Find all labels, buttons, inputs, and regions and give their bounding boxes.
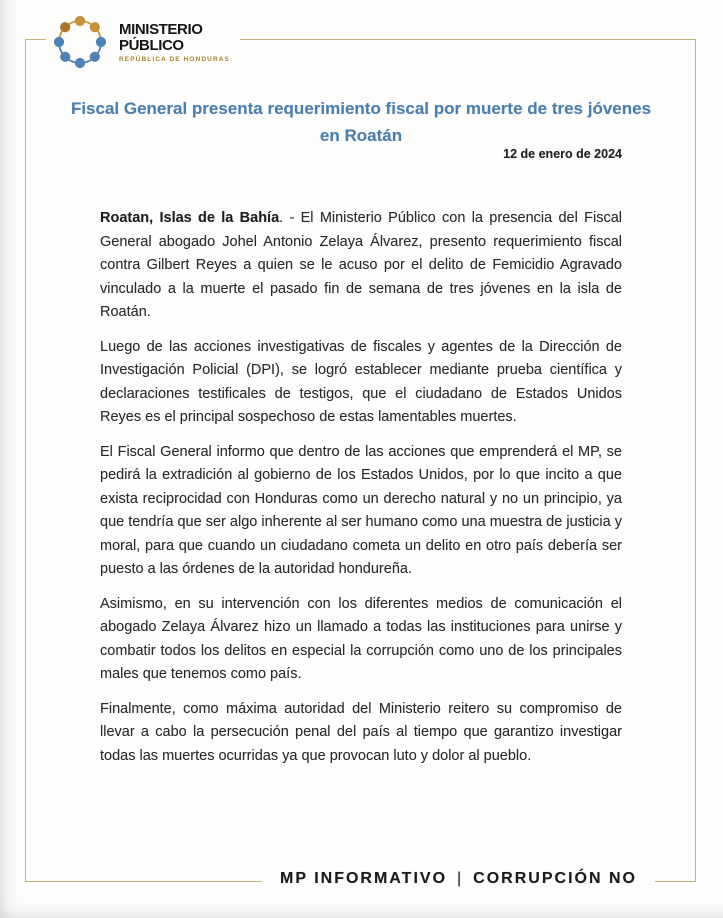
logo-wordmark — [119, 22, 230, 63]
paragraph-text: Finalmente, como máxima autoridad del Ministerio reitero su compromiso de llevar a cabo la persecución penal del país al tiempo que garantizo investigar todas las muertes ocurridas ya que provocan luto y dolor al pueblo. — [100, 700, 622, 764]
body-paragraph — [100, 593, 622, 687]
footer-separator: | — [457, 869, 464, 887]
body-paragraph — [100, 698, 622, 769]
paragraph-lead: Roatan, Islas de la Bahía — [100, 210, 280, 226]
body-paragraph — [100, 441, 622, 582]
body-paragraph — [100, 207, 622, 325]
logo-subtitle: REPÚBLICA DE HONDURAS — [119, 55, 230, 63]
footer-banner — [262, 860, 655, 897]
logo-title-line1: MINISTERIO — [119, 20, 203, 38]
mp-logo — [46, 6, 240, 78]
paragraph-text: Luego de las acciones investigativas de fiscales y agentes de la Dirección de Investigación Policial (DPI), se logró establecer mediante prueba científica y declaraciones testificales de testigos, que el ciudadano de Estados Unidos Reyes es el principal sospechoso de estas lamentables muertes. — [100, 338, 622, 425]
logo-title-line2: PÚBLICO — [119, 36, 184, 54]
press-release-date: 12 de enero de 2024 — [503, 147, 622, 161]
press-release-title: Fiscal General presenta requerimiento fiscal por muerte de tres jóvenes en Roatán — [70, 99, 652, 145]
press-release-body — [100, 207, 622, 779]
paragraph-text: Asimismo, en su intervención con los diferentes medios de comunicación el abogado Zelaya Álvarez hizo un llamado a todas las instituciones para unirse y combatir todos los delitos en especial la corrupción como uno de los principales males que tenemos como país. — [100, 595, 622, 682]
people-circle-icon — [48, 10, 112, 74]
paragraph-text: El Fiscal General informo que dentro de las acciones que emprenderá el MP, se pedirá la extradición al gobierno de los Estados Unidos, por lo que incito a que exista reciprocidad con Honduras como un derecho natural y no un principio, ya que tendría que ser algo inherente al ser humano como una muestra de justicia y moral, para que cuando un ciudadano cometa un delito en otro país debería ser puesto a las órdenes de la autoridad hondureña. — [100, 443, 622, 577]
footer-mp-informativo-label: MP INFORMATIVO — [280, 869, 448, 887]
footer-corrupcion-no-label: CORRUPCIÓN NO — [473, 869, 637, 887]
body-paragraph — [100, 336, 622, 430]
paragraph-text: . - El Ministerio Público con la presencia del Fiscal General abogado Johel Antonio Zelaya Álvarez, presento requerimiento fiscal contra Gilbert Reyes a quien se le acuso por el delito de Femicidio Agravado vinculado a la muerte el pasado fin de semana de tres jóvenes en la isla de Roatán. — [100, 210, 623, 320]
